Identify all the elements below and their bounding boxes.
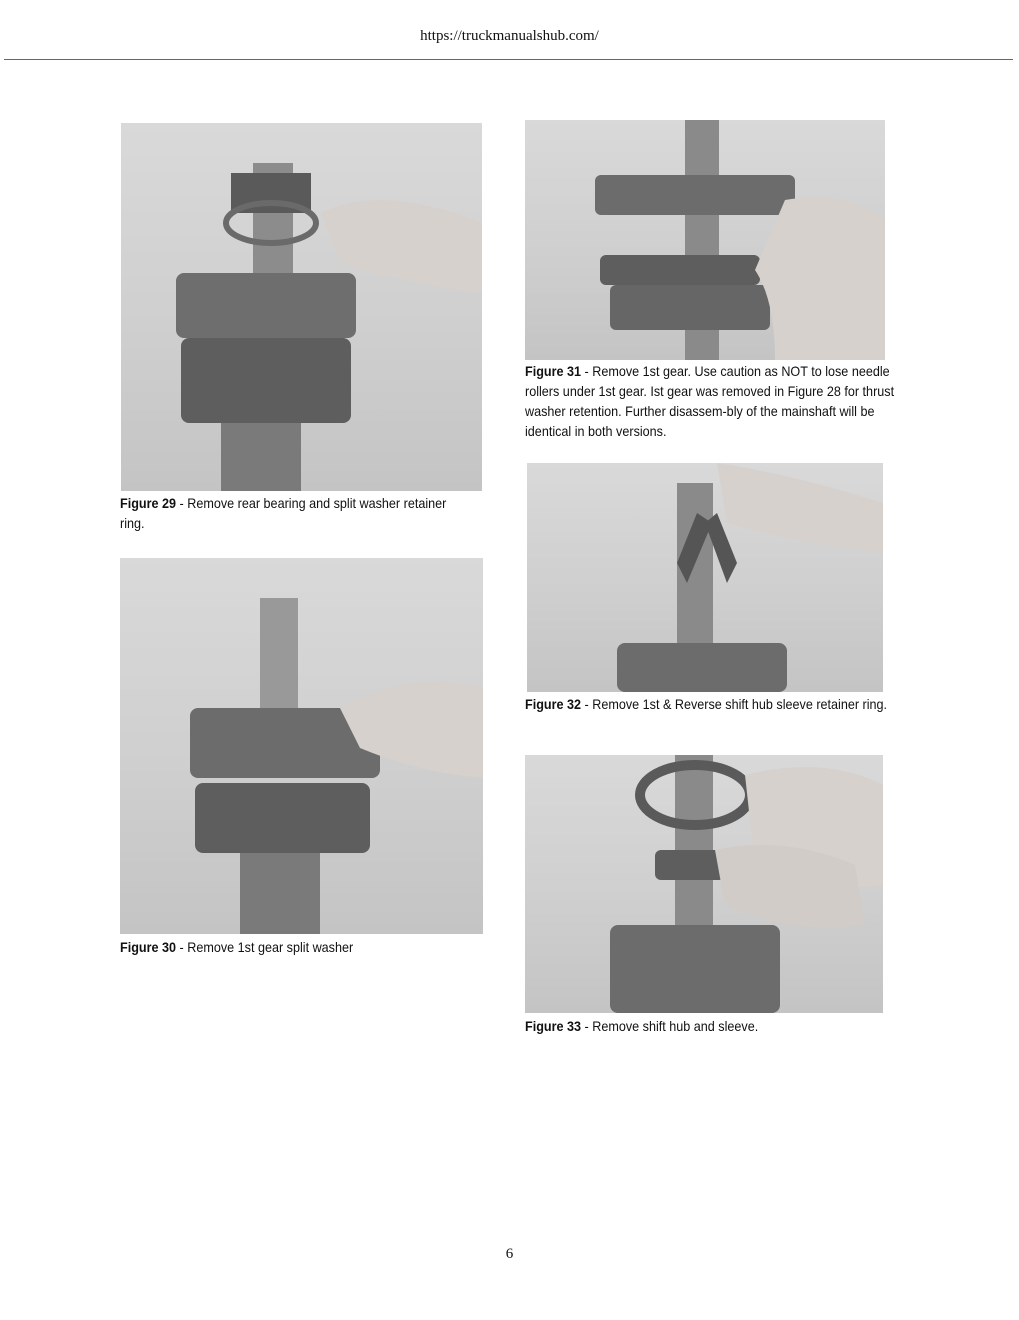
figure-29-caption xyxy=(120,493,471,533)
header-url: https://truckmanualshub.com/ xyxy=(420,28,599,44)
figure-29-photo xyxy=(121,123,482,491)
figure-32-text: - Remove 1st & Reverse shift hub sleeve retainer ring. xyxy=(581,696,888,712)
figure-32-photo xyxy=(527,463,883,692)
figure-30-text: - Remove 1st gear split washer xyxy=(176,939,354,955)
figure-33-caption xyxy=(525,1016,903,1036)
figure-31-text: - Remove 1st gear. Use caution as NOT to lose needle rollers under 1st gear. Ist gear was removed in Figure 28 for thrust washer retention. Further disassem-bly of the mainshaft will be identical in both versions. xyxy=(525,363,895,439)
figure-29-label: Figure 29 xyxy=(120,495,177,511)
page-number: 6 xyxy=(505,1246,514,1262)
figure-30-caption xyxy=(120,937,471,957)
figure-31-caption xyxy=(525,361,903,441)
figure-33-label: Figure 33 xyxy=(525,1018,582,1034)
figure-32-caption xyxy=(525,694,903,714)
header-divider xyxy=(4,59,1013,60)
figure-33-photo xyxy=(525,755,883,1013)
figure-31-photo xyxy=(525,120,885,360)
figure-31-label: Figure 31 xyxy=(525,363,582,379)
figure-29-text: - Remove rear bearing and split washer retainer ring. xyxy=(120,495,447,531)
figure-30-label: Figure 30 xyxy=(120,939,177,955)
figure-33-text: - Remove shift hub and sleeve. xyxy=(581,1018,759,1034)
figure-32-label: Figure 32 xyxy=(525,696,582,712)
figure-30-photo xyxy=(120,558,483,934)
